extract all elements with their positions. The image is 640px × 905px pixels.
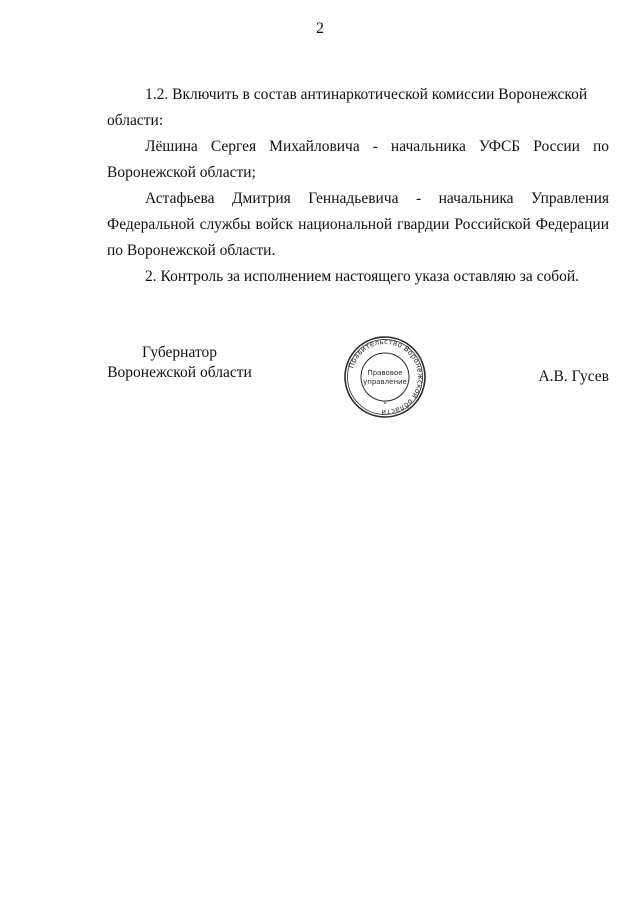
paragraph-1-2: [107, 82, 609, 108]
svg-text:Правительство Воронежской обла: Правительство Воронежской области: [346, 336, 426, 418]
document-body: [107, 82, 609, 290]
svg-text:*: *: [383, 401, 387, 408]
paragraph-2: 2. Контроль за исполнением настоящего указа оставляю за собой.: [145, 268, 580, 285]
paragraph-1-2-continuation: [107, 108, 609, 134]
svg-text:управление: управление: [363, 378, 407, 386]
paragraph-1-2-line-1: 1.2. Включить в состав антинаркотической комиссии Воронежской: [145, 86, 588, 103]
signatory-title-line-1: Губернатор: [141, 344, 218, 361]
signatory-title-line-2: Воронежской области: [107, 364, 252, 381]
page-number: 2: [316, 20, 324, 37]
official-seal-stamp: [343, 335, 427, 419]
paragraph-1-2-line-2: области:: [107, 112, 164, 129]
svg-text:Правовое: Правовое: [367, 369, 403, 377]
paragraph-member-1: Лёшина Сергея Михайловича - начальника УФСБ России по Воронежской области;: [107, 138, 609, 181]
signature-block: [107, 336, 609, 433]
signatory-title: [107, 343, 252, 383]
paragraph-member-2: Астафьева Дмитрия Геннадьевича - начальника Управления Федеральной службы войск национальной гвардии Российской Федерации по Воронежской области.: [107, 190, 609, 259]
signatory-name: А.В. Гусев: [538, 368, 609, 385]
